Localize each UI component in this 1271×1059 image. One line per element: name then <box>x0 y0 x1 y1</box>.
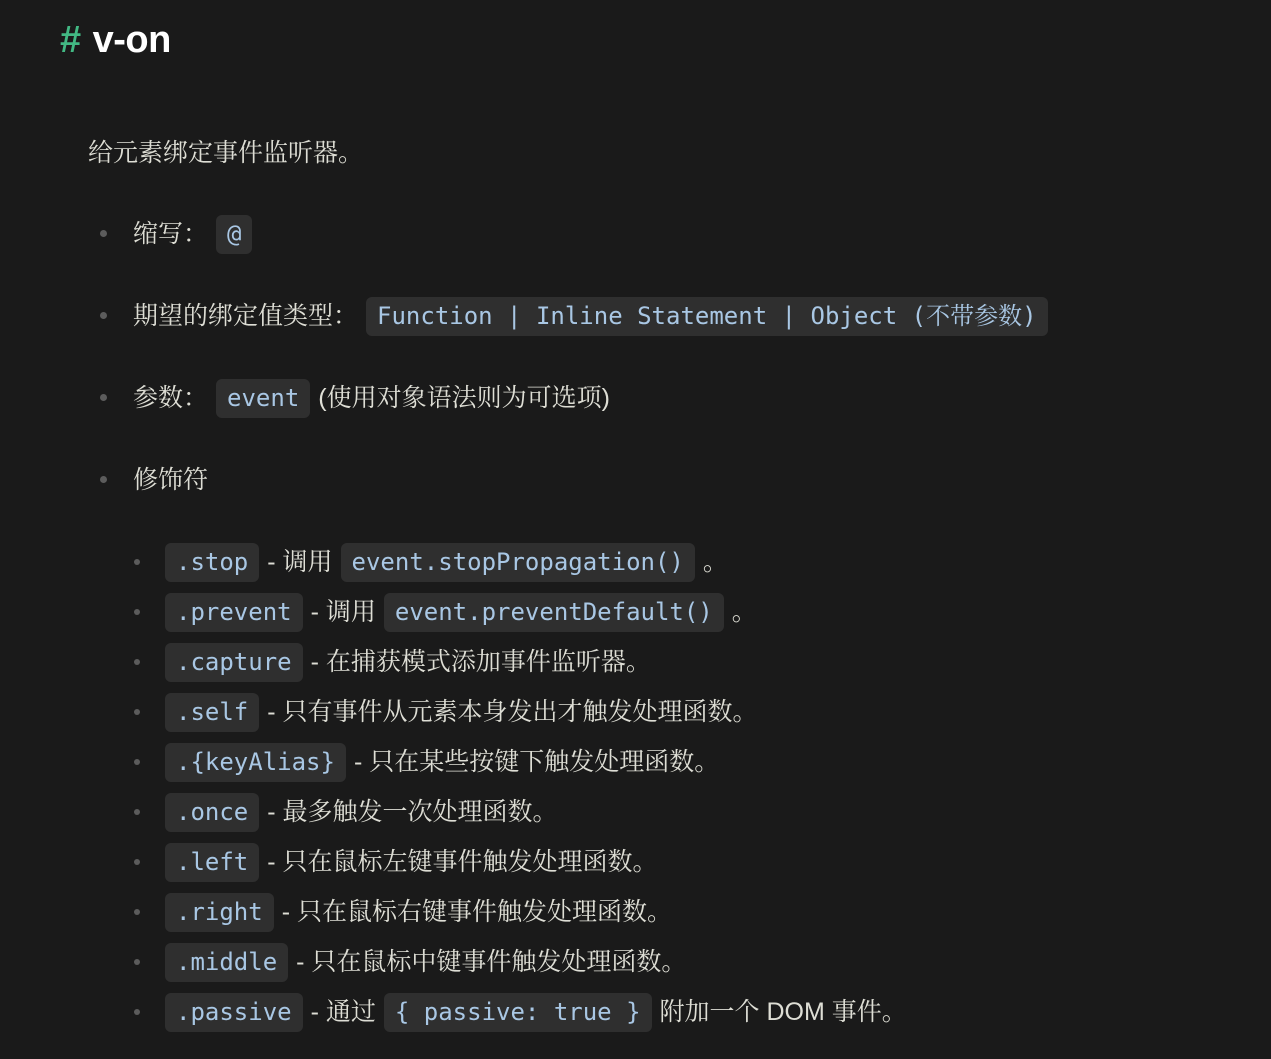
modifier-text: - 通过 <box>310 998 376 1026</box>
list-item-expects <box>88 296 1231 336</box>
modifier-code: .right <box>165 893 274 932</box>
modifier-code: .{keyAlias} <box>165 743 346 782</box>
modifier-text: - 只在某些按键下触发处理函数。 <box>353 748 720 776</box>
modifier-tail: 。 <box>702 548 728 576</box>
modifier-item-middle <box>133 942 1231 982</box>
modifier-tail: 附加一个 DOM 事件。 <box>659 998 907 1026</box>
modifier-item-right <box>133 892 1231 932</box>
modifier-code: .capture <box>165 643 303 682</box>
modifier-text: - 只在鼠标右键事件触发处理函数。 <box>281 898 672 926</box>
modifier-tail: 。 <box>731 598 757 626</box>
modifier-code: .left <box>165 843 259 882</box>
argument-label: 参数： <box>133 384 209 412</box>
modifier-text: - 在捕获模式添加事件监听器。 <box>310 648 651 676</box>
list-item-shorthand <box>88 214 1231 254</box>
page-title: v-on <box>92 19 171 61</box>
modifier-text: - 只有事件从元素本身发出才触发处理函数。 <box>267 698 758 726</box>
modifier-item-passive <box>133 992 1231 1032</box>
modifier-item-capture <box>133 642 1231 682</box>
modifier-item-once <box>133 792 1231 832</box>
argument-note: (使用对象语法则为可选项) <box>318 384 610 412</box>
modifier-text: - 调用 <box>267 548 333 576</box>
modifier-code: .once <box>165 793 259 832</box>
modifier-code: .stop <box>165 543 259 582</box>
modifier-code: .self <box>165 693 259 732</box>
list-item-modifiers <box>88 460 1231 1032</box>
list-item-argument <box>88 378 1231 418</box>
modifier-text: - 只在鼠标左键事件触发处理函数。 <box>267 848 658 876</box>
modifier-code: .prevent <box>165 593 303 632</box>
modifier-text: - 调用 <box>310 598 376 626</box>
modifier-detail-code: { passive: true } <box>384 993 652 1032</box>
modifier-text: - 最多触发一次处理函数。 <box>267 798 558 826</box>
shorthand-label: 缩写： <box>133 220 209 248</box>
modifier-item-left <box>133 842 1231 882</box>
argument-code: event <box>216 379 310 418</box>
intro-paragraph: 给元素绑定事件监听器。 <box>88 139 364 167</box>
modifier-detail-code: event.stopPropagation() <box>341 543 695 582</box>
modifier-code: .passive <box>165 993 303 1032</box>
modifier-text: - 只在鼠标中键事件触发处理函数。 <box>296 948 687 976</box>
shorthand-code: @ <box>216 215 252 254</box>
modifiers-label: 修饰符 <box>133 466 209 494</box>
property-list <box>88 214 1231 1032</box>
modifier-item-self <box>133 692 1231 732</box>
expects-code: Function | Inline Statement | Object (不带参数) <box>366 297 1048 336</box>
modifier-code: .middle <box>165 943 288 982</box>
modifier-item-keyalias <box>133 742 1231 782</box>
modifier-item-prevent <box>133 592 1231 632</box>
modifier-detail-code: event.preventDefault() <box>384 593 724 632</box>
expects-label: 期望的绑定值类型： <box>133 302 359 330</box>
page-heading <box>60 16 1231 64</box>
modifier-list <box>133 542 1231 1032</box>
modifier-item-stop <box>133 542 1231 582</box>
heading-anchor-link[interactable]: # <box>60 19 81 61</box>
